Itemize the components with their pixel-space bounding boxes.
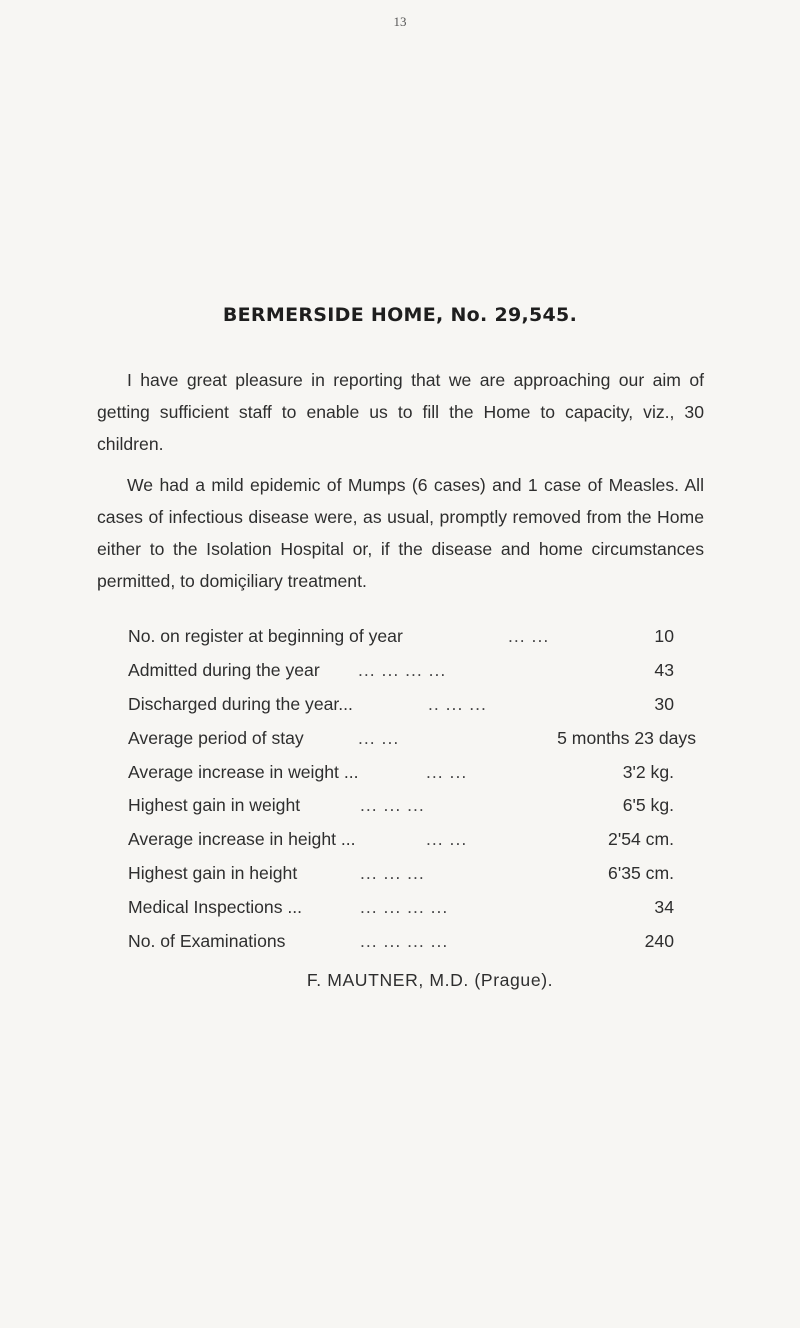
stat-row-discharged	[128, 687, 704, 721]
stat-row-medical-inspections	[128, 890, 704, 924]
stat-value: 240	[644, 931, 674, 952]
stat-label: Admitted during the year	[128, 659, 320, 680]
stat-row-average-height	[128, 822, 704, 856]
stat-value: 30	[654, 693, 674, 714]
stat-value: 43	[654, 659, 674, 680]
stat-label: Average period of stay	[128, 727, 304, 748]
stat-label: Average increase in height ...	[128, 829, 356, 850]
stat-value: 6'35 cm.	[608, 863, 674, 884]
signature: F. MAUTNER, M.D. (Prague).	[306, 970, 554, 990]
stat-value: 5 months 23 days	[557, 727, 696, 748]
stat-label: Discharged during the year...	[128, 693, 353, 714]
stat-value: 6'5 kg.	[622, 795, 674, 816]
paragraph-epidemic	[97, 469, 704, 597]
stat-dots: ... ...	[426, 829, 468, 850]
stat-row-highest-weight	[128, 788, 704, 822]
stat-row-average-stay	[128, 721, 704, 755]
stat-value: 2'54 cm.	[608, 829, 674, 850]
page-number: 13	[393, 14, 407, 29]
stat-row-highest-height	[128, 856, 704, 890]
paragraph-staffing	[97, 364, 704, 460]
stat-row-admitted	[128, 653, 704, 687]
stat-row-examinations	[128, 924, 704, 958]
stat-label: No. of Examinations	[128, 931, 286, 952]
stat-dots: ... ... ... ...	[358, 659, 447, 680]
stat-label: Highest gain in weight	[128, 795, 301, 816]
stat-dots: ... ...	[508, 626, 550, 646]
stat-dots: ... ... ... ...	[360, 931, 449, 952]
stat-dots: ... ...	[358, 727, 400, 748]
stat-row-average-weight	[128, 755, 704, 789]
stat-label: Highest gain in height	[128, 863, 298, 884]
stat-dots: ... ... ...	[360, 863, 425, 884]
stat-dots: ... ... ... ...	[360, 897, 449, 918]
stat-label: No. on register at beginning of year	[128, 626, 403, 646]
report-heading: BERMERSIDE HOME, No. 29,545.	[222, 304, 578, 326]
stat-label: Medical Inspections ...	[128, 897, 303, 918]
stat-dots: ... ... ...	[360, 795, 425, 816]
stat-dots: ... ...	[426, 761, 468, 782]
stat-value: 3'2 kg.	[622, 761, 674, 782]
stat-value: 10	[654, 626, 674, 646]
stat-value: 34	[654, 897, 674, 918]
statistics-table	[128, 619, 704, 958]
stat-dots: .. ... ...	[428, 693, 487, 714]
stat-row-register	[128, 619, 704, 653]
stat-label: Average increase in weight ...	[128, 761, 359, 782]
paragraph-staffing-text: I have great pleasure in reporting that we are approaching our aim of getting sufficient staff to enable us to fill the Home to capacity, viz., 30 children.	[97, 370, 704, 454]
paragraph-epidemic-text: We had a mild epidemic of Mumps (6 cases) and 1 case of Measles. All cases of infectious disease were, as usual, promptly removed from the Home either to the Isolation Hospital or, if the disease and home circumstances permitted, to domiçiliary treatment.	[97, 475, 704, 591]
